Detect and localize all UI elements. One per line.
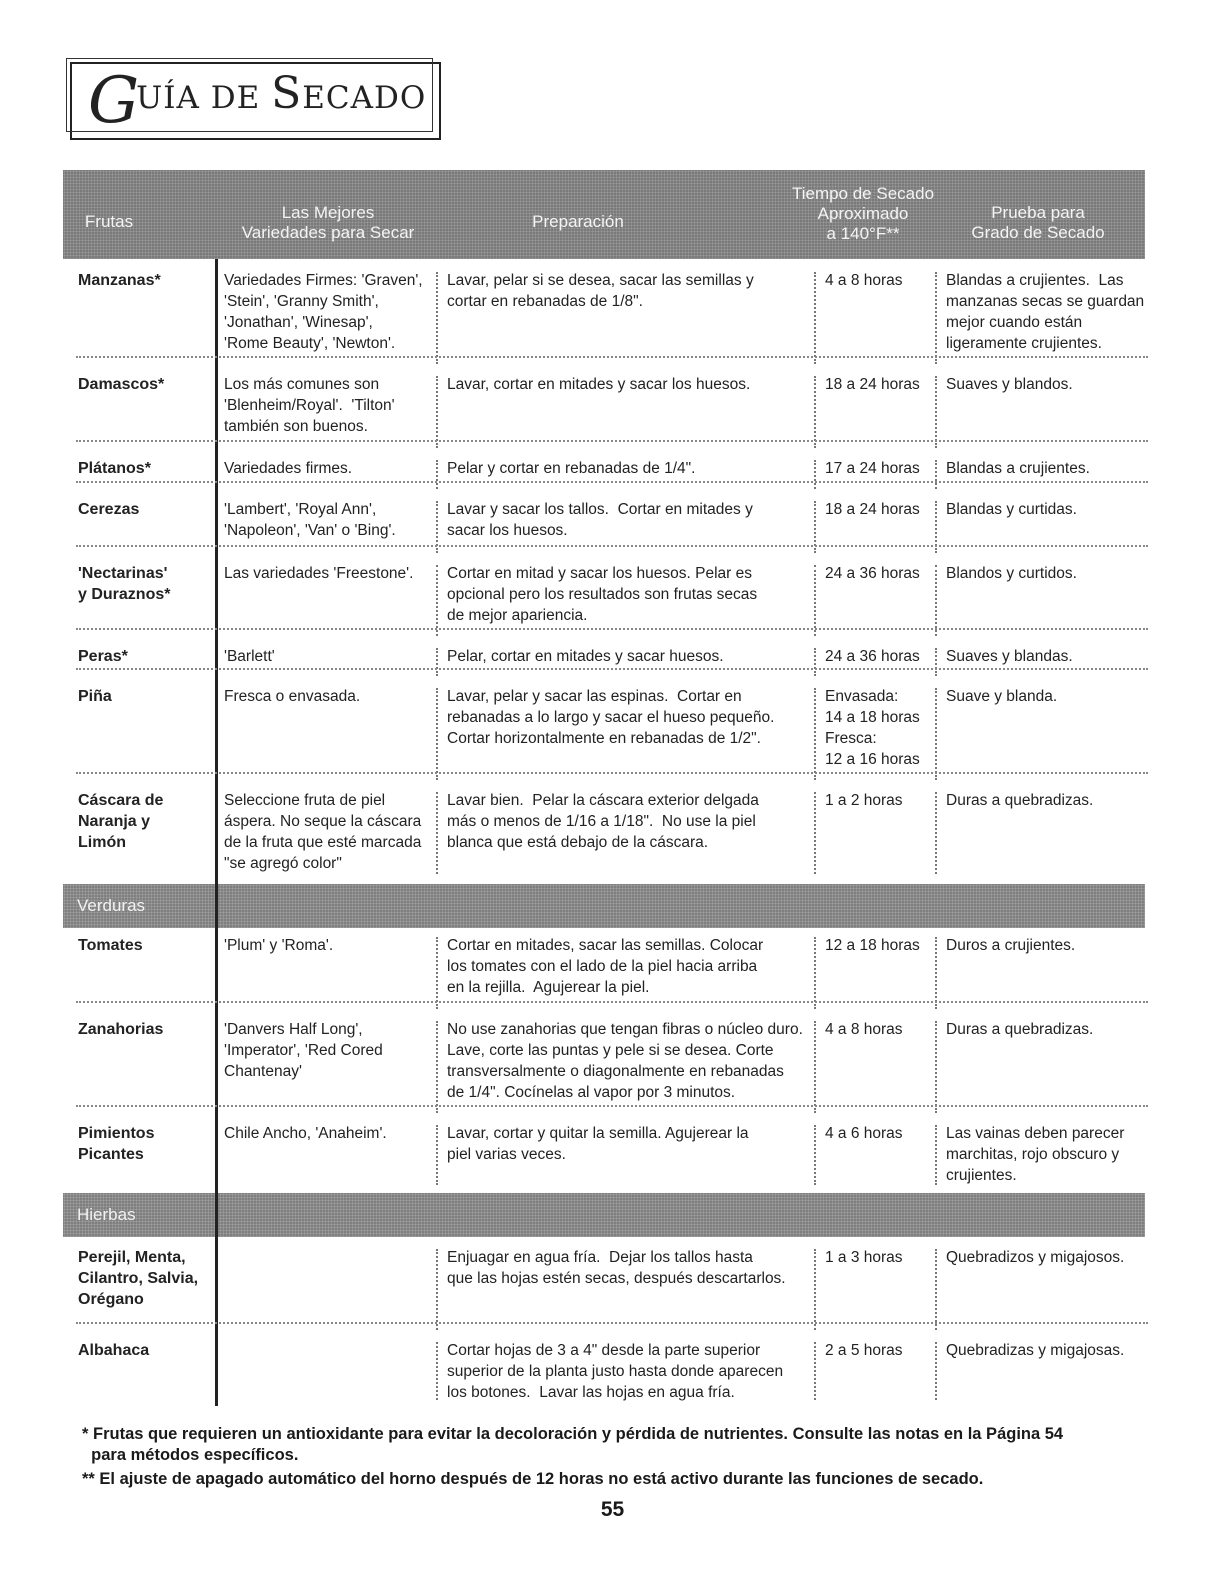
footnotes: [82, 1424, 1152, 1490]
cell-line: Cáscara de: [78, 792, 164, 809]
cell-line: Duras a quebradizas.: [946, 792, 1094, 809]
row-divider: [76, 440, 1148, 442]
cell-var: [224, 935, 424, 1009]
cell-name: [78, 1340, 213, 1400]
table-row: [78, 790, 1148, 874]
cell-var: [224, 686, 424, 780]
cell-time: [825, 270, 930, 364]
cell-time: [825, 686, 930, 780]
cell-name: [78, 1247, 213, 1330]
cell-line: 'Plum' y 'Roma'.: [224, 937, 334, 954]
section-hierbas: Hierbas: [63, 1193, 1145, 1237]
cell-test: [946, 1247, 1156, 1330]
cell-line: que las hojas estén secas, después descartarlos.: [447, 1270, 786, 1287]
cell-time: [825, 935, 930, 1009]
cell-time: [825, 1123, 930, 1185]
cell-line: blanca que está debajo de la cáscara.: [447, 834, 709, 851]
cell-line: 1 a 2 horas: [825, 792, 903, 809]
cell-line: Lavar bien. Pelar la cáscara exterior delgada: [447, 792, 759, 809]
cell-line: Cortar hojas de 3 a 4" desde la parte superior: [447, 1342, 761, 1359]
cell-line: Limón: [78, 834, 126, 851]
cell-line: 24 a 36 horas: [825, 565, 920, 582]
cell-test: [946, 458, 1156, 489]
cell-line: Variedades Firmes: 'Graven',: [224, 272, 423, 289]
cell-time: [825, 1247, 930, 1330]
table-row: [78, 646, 1148, 676]
cell-name: [78, 1019, 213, 1113]
cell-line: en la rejilla. Agujerear la piel.: [447, 979, 650, 996]
cell-line: 2 a 5 horas: [825, 1342, 903, 1359]
header-tiempo: Tiempo de Secado Aproximado a 140°F**: [791, 184, 935, 243]
cell-var: [224, 646, 424, 676]
cell-line: 18 a 24 horas: [825, 376, 920, 393]
row-divider: [76, 481, 1148, 483]
cell-line: Cortar en mitades, sacar las semillas. Colocar: [447, 937, 764, 954]
cell-line: ligeramente crujientes.: [946, 335, 1102, 352]
cell-var: [224, 790, 424, 874]
cell-line: Manzanas*: [78, 272, 161, 289]
cell-line: Plátanos*: [78, 460, 151, 477]
cell-line: 'Rome Beauty', 'Newton'.: [224, 335, 396, 352]
table-header: [63, 170, 1145, 259]
cell-prep: [447, 1247, 807, 1330]
table-row: [78, 1340, 1148, 1400]
cell-prep: [447, 270, 807, 364]
row-divider: [76, 1105, 1148, 1107]
cell-line: Suaves y blandos.: [946, 376, 1073, 393]
cell-line: y Duraznos*: [78, 586, 171, 603]
cell-test: [946, 935, 1156, 1009]
cell-line: Blandas a crujientes.: [946, 460, 1090, 477]
table-row: [78, 270, 1148, 364]
cell-time: [825, 563, 930, 636]
cell-name: [78, 790, 213, 874]
cell-line: Cortar horizontalmente en rebanadas de 1/2".: [447, 730, 761, 747]
header-preparacion: Preparación: [532, 212, 624, 231]
cell-line: Suaves y blandas.: [946, 648, 1073, 665]
cell-line: 12 a 18 horas: [825, 937, 920, 954]
cell-line: Albahaca: [78, 1342, 150, 1359]
cell-line: Lavar, cortar en mitades y sacar los huesos.: [447, 376, 751, 393]
cell-line: Naranja y: [78, 813, 151, 830]
row-divider: [76, 1001, 1148, 1003]
cell-var: [224, 270, 424, 364]
cell-line: manzanas secas se guardan: [946, 293, 1145, 310]
page-number: 55: [600, 1498, 625, 1521]
cell-line: No use zanahorias que tengan fibras o núcleo duro.: [447, 1021, 803, 1038]
cell-line: de la fruta que esté marcada: [224, 834, 422, 851]
cell-line: Lavar y sacar los tallos. Cortar en mitades y: [447, 501, 753, 518]
cell-prep: [447, 686, 807, 780]
cell-line: marchitas, rojo obscuro y: [946, 1146, 1120, 1163]
cell-line: los tomates con el lado de la piel hacia arriba: [447, 958, 758, 975]
row-divider: [76, 1322, 1148, 1324]
cell-name: [78, 935, 213, 1009]
cell-var: [224, 458, 424, 489]
cell-line: Quebradizas y migajosas.: [946, 1342, 1125, 1359]
cell-line: Lave, corte las puntas y pele si se desea. Corte: [447, 1042, 774, 1059]
cell-line: Lavar, pelar y sacar las espinas. Cortar en: [447, 688, 742, 705]
cell-line: 14 a 18 horas: [825, 709, 920, 726]
row-divider: [76, 628, 1148, 630]
cell-line: 'Nectarinas': [78, 565, 168, 582]
cell-prep: [447, 790, 807, 874]
cell-prep: [447, 563, 807, 636]
cell-line: Lavar, pelar si se desea, sacar las semillas y: [447, 272, 754, 289]
cell-line: Las variedades 'Freestone'.: [224, 565, 414, 582]
cell-line: Los más comunes son: [224, 376, 380, 393]
cell-prep: [447, 1340, 807, 1400]
cell-line: opcional pero los resultados son frutas secas: [447, 586, 758, 603]
cell-line: Las vainas deben parecer: [946, 1125, 1125, 1142]
cell-line: "se agregó color": [224, 855, 342, 872]
cell-line: Duras a quebradizas.: [946, 1021, 1094, 1038]
row-divider: [76, 772, 1148, 774]
cell-line: Perejil, Menta,: [78, 1249, 186, 1266]
cell-line: Lavar, cortar y quitar la semilla. Agujerear la: [447, 1125, 749, 1142]
cell-line: Blandas y curtidas.: [946, 501, 1077, 518]
cell-line: Tomates: [78, 937, 143, 954]
table-row: [78, 1247, 1148, 1330]
cell-prep: [447, 374, 807, 448]
cell-line: 'Lambert', 'Royal Ann',: [224, 501, 377, 518]
cell-line: Variedades firmes.: [224, 460, 353, 477]
cell-line: más o menos de 1/16 a 1/18". No use la piel: [447, 813, 756, 830]
page-title: GUÍA DE SECADO: [88, 64, 427, 138]
cell-prep: [447, 1019, 807, 1113]
cell-name: [78, 686, 213, 780]
cell-var: [224, 1340, 424, 1400]
cell-test: [946, 563, 1156, 636]
cell-line: 12 a 16 horas: [825, 751, 920, 768]
header-variedades: Las Mejores Variedades para Secar: [241, 203, 415, 242]
cell-var: [224, 1019, 424, 1113]
cell-line: Cortar en mitad y sacar los huesos. Pelar es: [447, 565, 752, 582]
cell-test: [946, 374, 1156, 448]
cell-line: 'Napoleon', 'Van' o 'Bing'.: [224, 522, 396, 539]
cell-name: [78, 1123, 213, 1185]
cell-line: Cilantro, Salvia,: [78, 1270, 199, 1287]
cell-line: Seleccione fruta de piel: [224, 792, 386, 809]
cell-line: mejor cuando están: [946, 314, 1083, 331]
cell-line: Piña: [78, 688, 112, 705]
cell-var: [224, 1123, 424, 1185]
cell-prep: [447, 646, 807, 676]
table-row: [78, 458, 1148, 489]
section-verduras: Verduras: [63, 884, 1145, 928]
table-row: [78, 686, 1148, 780]
cell-line: 'Blenheim/Royal'. 'Tilton': [224, 397, 395, 414]
cell-line: Cerezas: [78, 501, 140, 518]
cell-line: Fresca:: [825, 730, 877, 747]
cell-line: Quebradizos y migajosos.: [946, 1249, 1125, 1266]
header-frutas: Frutas: [84, 212, 134, 231]
cell-time: [825, 790, 930, 874]
table-row: [78, 563, 1148, 636]
cell-line: 'Barlett': [224, 648, 275, 665]
table-row: [78, 1123, 1148, 1185]
cell-line: 'Stein', 'Granny Smith',: [224, 293, 379, 310]
cell-line: Pelar, cortar en mitades y sacar huesos.: [447, 648, 724, 665]
cell-prep: [447, 935, 807, 1009]
cell-var: [224, 563, 424, 636]
table-row: [78, 499, 1148, 553]
cell-time: [825, 646, 930, 676]
cell-line: Damascos*: [78, 376, 165, 393]
cell-line: Pimientos: [78, 1125, 155, 1142]
cell-line: transversalmente o diagonalmente en rebanadas: [447, 1063, 784, 1080]
cell-line: crujientes.: [946, 1167, 1017, 1184]
cell-time: [825, 1019, 930, 1113]
cell-line: los botones. Lavar las hojas en agua fría.: [447, 1384, 735, 1401]
table-row: [78, 374, 1148, 448]
cell-test: [946, 1019, 1156, 1113]
table-row: [78, 935, 1148, 1009]
header-prueba: Prueba para Grado de Secado: [971, 203, 1105, 242]
cell-var: [224, 1247, 424, 1330]
cell-line: Zanahorias: [78, 1021, 164, 1038]
cell-line: Orégano: [78, 1291, 144, 1308]
cell-line: 24 a 36 horas: [825, 648, 920, 665]
cell-line: Pelar y cortar en rebanadas de 1/4".: [447, 460, 696, 477]
cell-prep: [447, 458, 807, 489]
page-title-box: [70, 62, 441, 140]
row-divider: [76, 668, 1148, 670]
cell-test: [946, 686, 1156, 780]
row-divider: [76, 356, 1148, 358]
cell-line: 'Imperator', 'Red Cored: [224, 1042, 383, 1059]
cell-name: [78, 563, 213, 636]
cell-line: de mejor apariencia.: [447, 607, 588, 624]
footnote-2: ** El ajuste de apagado automático del horno después de 12 horas no está activo durante las funciones de secado.: [82, 1470, 984, 1488]
cell-line: superior de la planta justo hasta donde aparecen: [447, 1363, 784, 1380]
cell-line: Duros a crujientes.: [946, 937, 1076, 954]
cell-name: [78, 374, 213, 448]
cell-line: Peras*: [78, 648, 128, 665]
cell-line: 1 a 3 horas: [825, 1249, 903, 1266]
cell-line: 4 a 8 horas: [825, 272, 903, 289]
cell-test: [946, 646, 1156, 676]
cell-line: Suave y blanda.: [946, 688, 1058, 705]
cell-name: [78, 646, 213, 676]
cell-line: Envasada:: [825, 688, 899, 705]
cell-line: 4 a 6 horas: [825, 1125, 903, 1142]
cell-line: 17 a 24 horas: [825, 460, 920, 477]
cell-time: [825, 458, 930, 489]
cell-test: [946, 1123, 1156, 1185]
cell-line: sacar los huesos.: [447, 522, 568, 539]
cell-var: [224, 374, 424, 448]
cell-time: [825, 1340, 930, 1400]
cell-line: 'Jonathan', 'Winesap',: [224, 314, 373, 331]
cell-test: [946, 1340, 1156, 1400]
cell-prep: [447, 1123, 807, 1185]
cell-line: 4 a 8 horas: [825, 1021, 903, 1038]
footnote-1: * Frutas que requieren un antioxidante para evitar la decoloración y pérdida de nutrientes. Consulte las notas en la Página 54 para métodos específicos.: [82, 1425, 1064, 1464]
cell-time: [825, 374, 930, 448]
cell-line: 18 a 24 horas: [825, 501, 920, 518]
table-row: [78, 1019, 1148, 1113]
cell-line: Blandas a crujientes. Las: [946, 272, 1124, 289]
cell-line: también son buenos.: [224, 418, 368, 435]
cell-line: de 1/4". Cocínelas al vapor por 3 minutos.: [447, 1084, 736, 1101]
cell-line: cortar en rebanadas de 1/8".: [447, 293, 643, 310]
cell-line: 'Danvers Half Long',: [224, 1021, 363, 1038]
cell-name: [78, 270, 213, 364]
cell-line: Fresca o envasada.: [224, 688, 361, 705]
cell-line: piel varias veces.: [447, 1146, 566, 1163]
cell-name: [78, 458, 213, 489]
cell-line: áspera. No seque la cáscara: [224, 813, 422, 830]
cell-line: Blandos y curtidos.: [946, 565, 1077, 582]
cell-line: Chile Ancho, 'Anaheim'.: [224, 1125, 387, 1142]
cell-test: [946, 790, 1156, 874]
cell-line: Picantes: [78, 1146, 144, 1163]
cell-line: rebanadas a lo largo y sacar el hueso pequeño.: [447, 709, 775, 726]
cell-line: Enjuagar en agua fría. Dejar los tallos hasta: [447, 1249, 753, 1266]
cell-line: Chantenay': [224, 1063, 302, 1080]
row-divider: [76, 545, 1148, 547]
cell-test: [946, 270, 1156, 364]
